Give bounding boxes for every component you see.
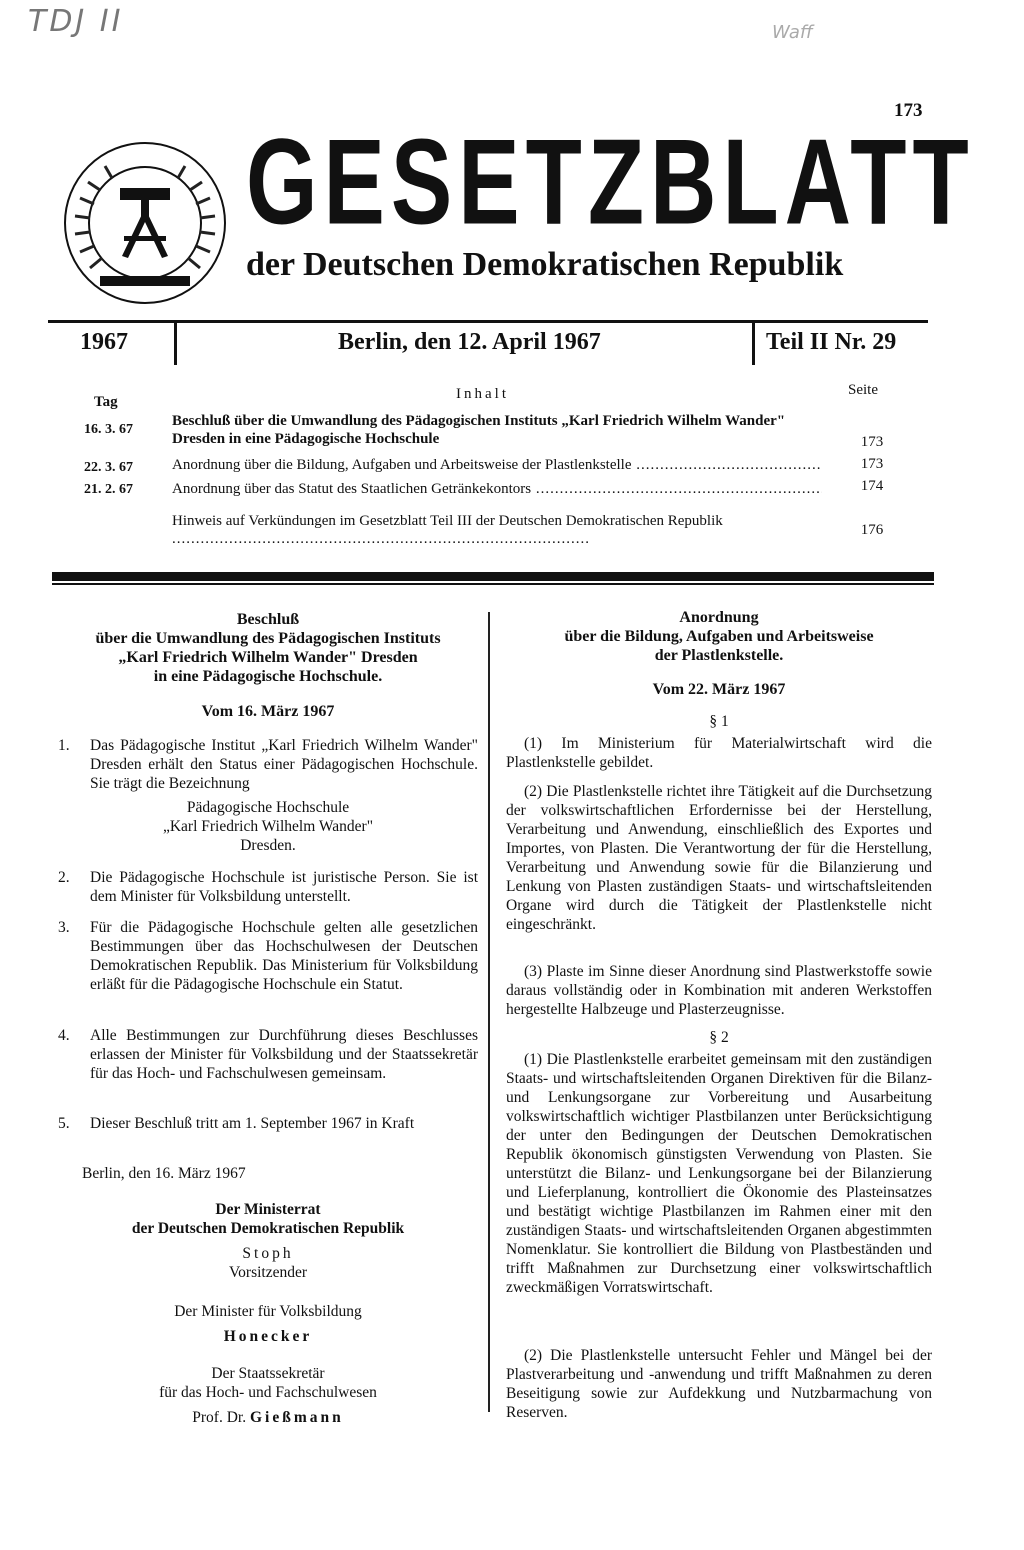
toc-entry-page: 173 <box>860 456 884 472</box>
issue-number: Teil II Nr. 29 <box>766 329 897 355</box>
list-item-text: Alle Bestimmungen zur Durchführung dieses Beschlusses erlassen der Minister für Volksbildung und der Staatssekretär für das Hoch- und Fachschulwesen gemeinsam. <box>90 1027 478 1082</box>
signatory-office: Der Staatssekretär <box>211 1365 325 1382</box>
paragraph: (1) Im Ministerium für Materialwirtschaft wird die Plastlenkstelle gebildet. <box>506 735 932 771</box>
toc-entry-title: Beschluß über die Umwandlung des Pädagogischen Instituts „Karl Friedrich Wilhelm Wander" Dresden in eine Pädagogische Hochschule ..... <box>172 412 822 448</box>
issue-dateline: Berlin, den 12. April 1967 <box>338 329 601 355</box>
list-item-number: 5. <box>58 1115 70 1132</box>
issue-bar-divider <box>174 323 177 365</box>
list-item-text: Dieser Beschluß tritt am 1. September 1967 in Kraft <box>90 1115 415 1132</box>
toc-entry-title: Anordnung über die Bildung, Aufgaben und Arbeitsweise der Plastlenkstelle ..... <box>172 456 822 474</box>
list-item-text: Für die Pädagogische Hochschule gelten alle gesetzlichen Bestimmungen über das Hochschulwesen der Deutschen Demokratischen Republik. Das Ministerium für Volksbildung erläßt für die Pädagogische Hochschule ein Statut. <box>90 919 478 993</box>
issue-bar <box>48 320 928 369</box>
toc-entry-page: 176 <box>860 522 884 538</box>
column-divider <box>488 612 490 1412</box>
issue-year: 1967 <box>80 329 128 355</box>
toc-entry-page: 173 <box>860 434 884 450</box>
section-mark: § 2 <box>709 1029 729 1046</box>
signatory-name: Honecker <box>223 1328 313 1345</box>
signatory-name: Stoph <box>242 1245 294 1262</box>
heading-line: in eine Pädagogische Hochschule. <box>153 668 383 685</box>
designation-line: Dresden. <box>240 837 296 854</box>
section-mark: § 1 <box>709 713 729 730</box>
signatory-title: Prof. Dr. <box>192 1409 247 1426</box>
state-emblem-icon <box>60 138 230 308</box>
heading-line: Beschluß <box>236 611 300 628</box>
designation-line: „Karl Friedrich Wilhelm Wander" <box>162 818 374 835</box>
list-item-number: 4. <box>58 1027 70 1044</box>
toc-entry-page: 174 <box>860 478 884 494</box>
signatory-body: Der Ministerrat <box>215 1201 321 1218</box>
section-rule-thin <box>52 583 934 585</box>
signatory-name: Gießmann <box>249 1409 344 1426</box>
heading-line: über die Bildung, Aufgaben und Arbeitsweise <box>564 628 874 645</box>
list-item-number: 1. <box>58 737 70 754</box>
anordnung-date: Vom 22. März 1967 <box>652 681 786 698</box>
anordnung-heading <box>506 608 932 665</box>
toc-column-seite: Seite <box>848 382 878 398</box>
signatory-body: der Deutschen Demokratischen Republik <box>131 1220 405 1237</box>
signature-block <box>58 1200 478 1427</box>
paragraph: (1) Die Plastlenkstelle erarbeitet gemeinsam mit den zuständigen Staats- und wirtschaftsleitenden Organen Direktiven für die Bilanz- und Lenkungsorgane zur Vorbereitung und Ausarbeitung volkswirtschaftlich wichtiger Plastbilanzen unter Berücksichtigung der unter den Bedingungen der Deutschen Demokratischen Republik ökonomisch günstigsten Verwendung von Plasten. Sie unterstützt die Bilanz- und Lenkungsorgane bei der Bilanzierung und Lieferplanung, kontrolliert die Ökonomie des Plasteinsatzes und bestätigt wichtige Plastbilanzen im Rahmen einer mit den zuständigen Staats- und wirtschaftsleitenden Organen abgestimmten Nomenklatur. Sie kontrolliert die Bildung von Plastbeständen und trifft Maßnahmen zur Durchsetzung einer volkswirtschaftlich zweckmäßigen Vorratswirtschaft. <box>506 1051 932 1296</box>
designation-line: Pädagogische Hochschule <box>186 799 350 816</box>
handwritten-note-top-right: Waff <box>772 22 813 43</box>
toc-heading: Inhalt <box>456 386 509 402</box>
toc-entry-date: 16. 3. 67 <box>84 422 133 437</box>
signatory-role: Vorsitzender <box>228 1264 308 1281</box>
masthead-title: GESETZBLATT <box>246 115 975 251</box>
toc-entry-date: 22. 3. 67 <box>84 460 133 475</box>
place-date: Berlin, den 16. März 1967 <box>82 1165 246 1182</box>
beschluss-heading <box>58 610 478 686</box>
paragraph: (2) Die Plastlenkstelle untersucht Fehler und Mängel bei der Plastverarbeitung und -anwendung und trifft Maßnahmen zu deren Beseitigung sowie zur Aufdekkung und Nutzbarmachung von Reserven. <box>506 1347 932 1421</box>
list-item-number: 2. <box>58 869 70 886</box>
beschluss-date: Vom 16. März 1967 <box>201 703 335 720</box>
heading-line: der Plastlenkstelle. <box>654 647 784 664</box>
issue-bar-divider <box>752 323 755 365</box>
section-rule-thick <box>52 572 934 581</box>
toc-entry-title: Hinweis auf Verkündungen im Gesetzblatt Teil III der Deutschen Demokratischen Republik ..... <box>172 512 822 548</box>
masthead-subtitle: der Deutschen Demokratischen Republik <box>246 246 844 283</box>
toc-entry-date: 21. 2. 67 <box>84 482 133 497</box>
paragraph: (2) Die Plastlenkstelle richtet ihre Tätigkeit auf die Durchsetzung der volkswirtschaftlichen Erfordernisse bei der Herstellung, Verarbeitung und Anwendung, einschließlich des Exportes und Importes, von Plasten. Die Verantwortung der für die Herstellung, Verarbeitung und Anwendung sowie für die Bilanzierung und Lenkung von Plasten zuständigen Staats- und wirtschaftsleitenden Organe wird durch die Tätigkeit der Plastlenkstelle nicht eingeschränkt. <box>506 783 932 933</box>
signatory-office: Der Minister für Volksbildung <box>174 1303 362 1320</box>
heading-line: Anordnung <box>679 609 759 626</box>
toc-entry-title: Anordnung über das Statut des Staatlichen Getränkekontors ..... <box>172 480 822 498</box>
list-item-text: Das Pädagogische Institut „Karl Friedrich Wilhelm Wander" Dresden erhält den Status einer Pädagogischen Hochschule. Sie trägt die Bezeichnung <box>90 737 478 792</box>
handwritten-note-top-left: TDJ II <box>28 4 124 39</box>
toc-column-tag: Tag <box>94 394 118 410</box>
heading-line: „Karl Friedrich Wilhelm Wander" Dresden <box>118 649 418 666</box>
list-item-number: 3. <box>58 919 70 936</box>
signatory-office: für das Hoch- und Fachschulwesen <box>159 1384 377 1401</box>
page-number: 173 <box>894 100 923 121</box>
list-item-text: Die Pädagogische Hochschule ist juristische Person. Sie ist dem Minister für Volksbildung unterstellt. <box>90 869 478 905</box>
institution-designation <box>58 798 478 855</box>
heading-line: über die Umwandlung des Pädagogischen Instituts <box>95 630 441 647</box>
paragraph: (3) Plaste im Sinne dieser Anordnung sind Plastwerkstoffe sowie daraus vollständig oder in Kombination mit anderen Werkstoffen hergestellte Halbzeuge und Plasterzeugnisse. <box>506 963 932 1018</box>
